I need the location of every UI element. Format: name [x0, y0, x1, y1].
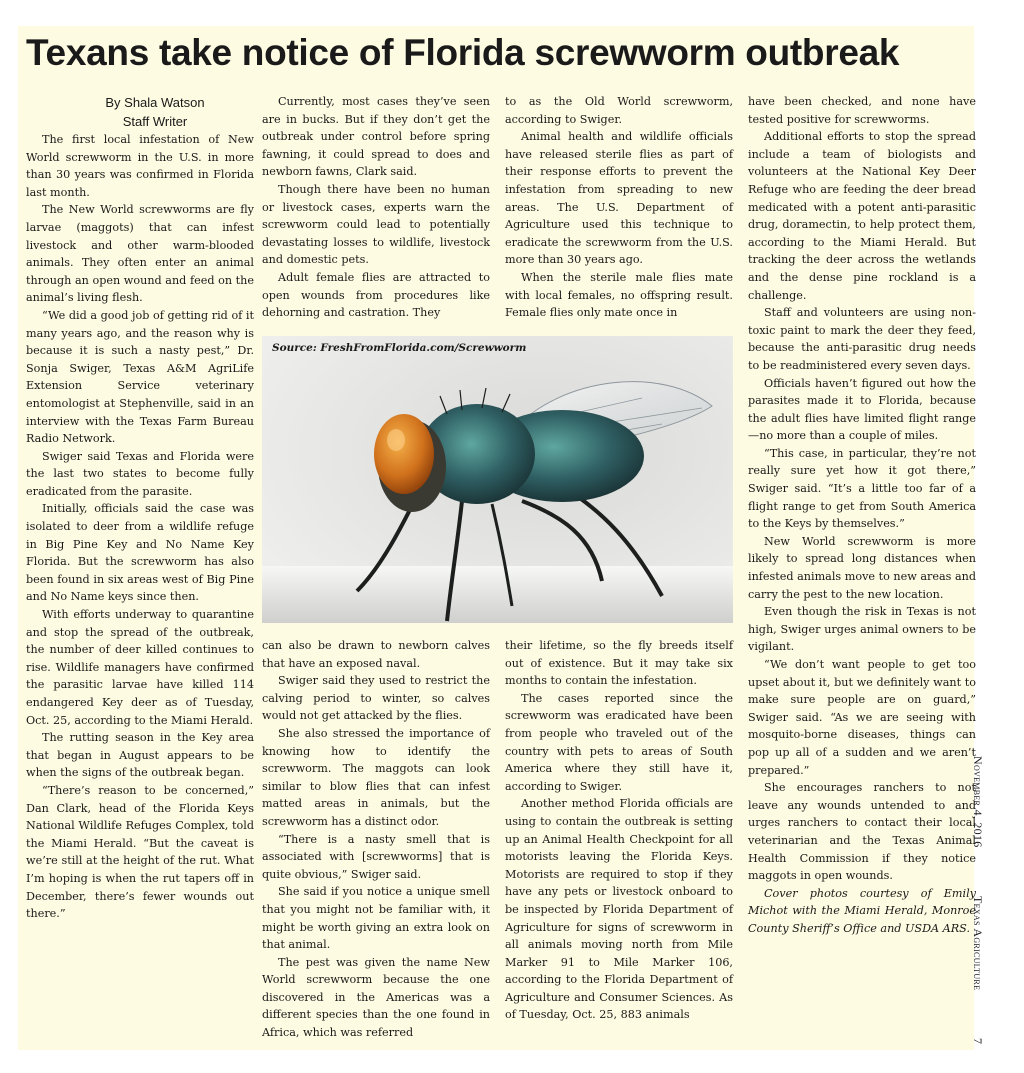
page-folio — [968, 26, 988, 1050]
paragraph: She said if you notice a unique smell that you might not be familiar with, it might be worth giving an extra look on that animal. — [262, 885, 490, 952]
paragraph: Swiger said Texas and Florida were the last two states to become fully eradicated from the parasite. — [26, 449, 254, 498]
paragraph: The pest was given the name New World screwworm because the one discovered in the Americas was a different species than the one found in Africa, which was referred — [262, 955, 490, 1040]
byline-name: By Shala Watson — [105, 95, 205, 110]
paragraph: Initially, officials said the case was isolated to deer from a wildlife refuge in Big Pine Key and No Name Key Florida. But the screwworm has also been found in six areas west of Big Pine and No Name keys since then. — [26, 502, 254, 604]
column-3-bottom — [505, 637, 733, 1024]
paragraph: Though there have been no human or livestock cases, experts warn the screwworm could lead to potentially devastating losses to wildlife, livestock and domestic pets. — [262, 182, 490, 267]
paragraph: “This case, in particular, they’re not really sure yet how it got there,” Swiger said. “It’s a little too far of a flight range to get from South America to the Keys by themselves.” — [748, 446, 976, 531]
paragraph: The New World screwworms are fly larvae (maggots) that can infest livestock and other warm-blooded animals. They often enter an animal through an open wound and feed on the animal’s living flesh. — [26, 203, 254, 305]
paragraph: to as the Old World screwworm, according to Swiger. — [505, 95, 733, 126]
article-page — [18, 26, 974, 1050]
paragraph: She also stressed the importance of knowing how to identify the screwworm. The maggots can look similar to blow flies that can infest matted areas in animals, but the screwworm has a distinct odor. — [262, 726, 490, 828]
headline: Texans take notice of Florida screwworm outbreak — [26, 32, 900, 73]
paragraph: The rutting season in the Key area that began in August appears to be when the signs of the outbreak began. — [26, 731, 254, 780]
paragraph: have been checked, and none have tested positive for screwworms. — [748, 95, 976, 126]
paragraph: Officials haven’t figured out how the parasites made it to Florida, because the adult flies have limited flight range—no more than a couple of miles. — [748, 376, 976, 443]
paragraph: “We don’t want people to get too upset about it, but we definitely want to make sure people are on guard,” Swiger said. “As we are seeing with mosquito-borne diseases, things can pop up all of a sudden and we aren’t prepared.” — [748, 658, 976, 777]
page-number: 7 — [971, 1038, 985, 1045]
paragraph: The cases reported since the screwworm was eradicated have been from people who traveled out of the country with pets to areas of South America where they still have it, according to Swiger. — [505, 691, 733, 793]
paragraph: “There is a nasty smell that is associated with [screwworms] that is quite obvious,” Swiger said. — [262, 832, 490, 881]
paragraph: Even though the risk in Texas is not high, Swiger urges animal owners to be vigilant. — [748, 605, 976, 654]
paragraph: Adult female flies are attracted to open wounds from procedures like dehorning and castration. They — [262, 270, 490, 320]
paragraph: Another method Florida officials are using to contain the outbreak is setting up an Animal Health Checkpoint for all motorists leaving the Florida Keys. Motorists are required to stop if they have any pets or livestock onboard to be inspected by Florida Department of Agriculture for signs of screwworm in all animals moving north from Mile Marker 91 to Mile Marker 106, according to the Florida Department of Agriculture and Consumer Sciences. As of Tuesday, Oct. 25, 883 animals — [505, 797, 733, 1022]
fly-photo — [262, 336, 733, 623]
paragraph: “We did a good job of getting rid of it many years ago, and the reason why is because it is such a nasty pest,” Dr. Sonja Swiger, Texas A&M AgriLife Extension Service veterinary entomologist at Stephenville, said in an interview with the Texas Farm Bureau Radio Network. — [26, 308, 254, 446]
paragraph: can also be drawn to newborn calves that have an exposed naval. — [262, 639, 490, 670]
column-1 — [26, 93, 254, 923]
paragraph: Currently, most cases they’ve seen are in bucks. But if they don’t get the outbreak under control before spring fawning, it could spread to does and newborn fawns, Clark said. — [262, 95, 490, 179]
byline — [26, 93, 254, 131]
column-4 — [748, 93, 976, 938]
paragraph: Additional efforts to stop the spread include a team of biologists and volunteers at the National Key Deer Refuge who are feeding the deer bread medicated with a potent anti-parasitic drug, doramectin, to help protect them, according to the Miami Herald. But tracking the deer across the wetlands and the dense pine rockland is a challenge. — [748, 130, 976, 302]
paragraph: She encourages ranchers to not leave any wounds untended to and urges ranchers to contact their local veterinarian and the Texas Animal Health Commission if they notice maggots in open wounds. — [748, 781, 976, 883]
magazine-name: Texas Agriculture — [971, 896, 985, 991]
column-3-top — [505, 93, 733, 322]
paragraph: The first local infestation of New World screwworm in the U.S. in more than 30 years was confirmed in Florida last month. — [26, 133, 254, 199]
paragraph: When the sterile male flies mate with local females, no offspring result. Female flies only mate once in — [505, 270, 733, 320]
byline-title: Staff Writer — [122, 114, 188, 129]
issue-date: November 4, 2016 — [971, 756, 985, 848]
screwworm-fly-illustration — [262, 336, 733, 623]
paragraph: Swiger said they used to restrict the calving period to winter, so calves would not get attacked by the flies. — [262, 674, 490, 723]
photo-credit: Source: FreshFromFlorida.com/Screwworm — [272, 342, 527, 354]
column-2-top — [262, 93, 490, 322]
paragraph: their lifetime, so the fly breeds itself out of existence. But it may take six months to contain the infestation. — [505, 639, 733, 688]
paragraph: With efforts underway to quarantine and stop the spread of the outbreak, the number of deer killed continues to rise. Wildlife managers have confirmed the parasitic larvae have killed 114 endangered Key deer as of Tuesday, Oct. 25, according to the Miami Herald. — [26, 608, 254, 727]
photo-courtesy-note: Cover photos courtesy of Emily Michot with the Miami Herald, Monroe County Sheriff’s Office and USDA ARS. — [748, 886, 976, 935]
paragraph: Animal health and wildlife officials have released sterile flies as part of their response efforts to prevent the infestation from spreading to new areas. The U.S. Department of Agriculture used this technique to eradicate the screwworm from the U.S. more than 30 years ago. — [505, 130, 733, 267]
column-2-bottom — [262, 637, 490, 1042]
paragraph: Staff and volunteers are using non-toxic paint to mark the deer they feed, because the anti-parasitic drug needs to be readministered every seven days. — [748, 306, 976, 372]
paragraph: New World screwworm is more likely to spread long distances when infested animals move to new areas and carry the pest to the new location. — [748, 534, 976, 601]
paragraph: “There’s reason to be concerned,” Dan Clark, head of the Florida Keys National Wildlife Refuges Complex, told the Miami Herald. “But the caveat is we’re still at the height of the rut. What I’m hoping is when the rut tapers off in December, there’s fewer wounds out there.” — [26, 783, 254, 921]
